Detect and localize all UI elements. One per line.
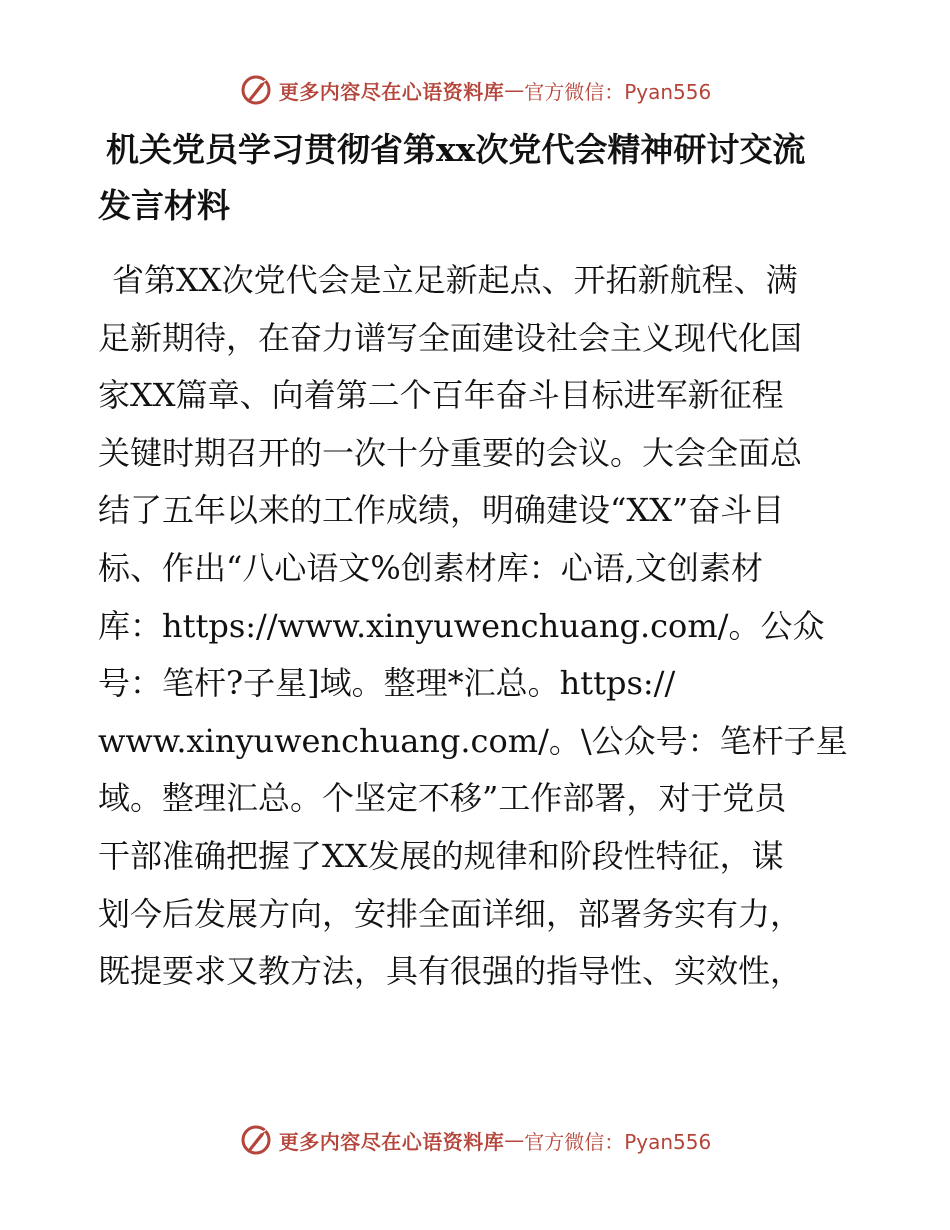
document-body bbox=[98, 252, 858, 1001]
body-line: 域。整理汇总。个坚定不移”工作部署，对于党员 bbox=[98, 779, 787, 818]
quill-pen-logo-icon bbox=[239, 1123, 273, 1157]
body-line: 既提要求又教方法，具有很强的指导性、实效性， bbox=[98, 952, 803, 991]
body-line: 家XX篇章、向着第二个百年奋斗目标进军新征程 bbox=[98, 376, 784, 415]
body-line: 库：https://www.xinyuwenchuang.com/。公众 bbox=[98, 606, 825, 645]
body-line: 足新期待，在奋力谱写全面建设社会主义现代化国 bbox=[98, 318, 803, 357]
body-line: 标、作出“八心语文%创素材库：心语,文创素材 bbox=[98, 548, 763, 587]
header-separator: — bbox=[504, 78, 525, 102]
body-line: 干部准确把握了XX发展的规律和阶段性特征，谋 bbox=[98, 836, 784, 875]
quill-pen-logo-icon bbox=[239, 73, 273, 107]
header-brand-text: 更多内容尽在心语资料库 bbox=[278, 79, 505, 104]
document-title bbox=[98, 122, 858, 234]
footer-banner bbox=[0, 1118, 950, 1162]
body-line: 省第XX次党代会是立足新起点、开拓新航程、满 bbox=[112, 261, 798, 299]
header-contact-text: 官方微信：Pyan556 bbox=[524, 79, 712, 104]
body-line: 结了五年以来的工作成绩，明确建设“XX”奋斗目 bbox=[98, 491, 785, 530]
title-line: 发言材料 bbox=[98, 186, 230, 225]
body-line: www.xinyuwenchuang.com/。\公众号：笔杆子星 bbox=[98, 721, 848, 760]
footer-separator: — bbox=[504, 1128, 525, 1152]
footer-brand-text: 更多内容尽在心语资料库 bbox=[278, 1129, 505, 1154]
body-line: 关键时期召开的一次十分重要的会议。大会全面总 bbox=[98, 433, 803, 472]
body-line: 号：笔杆?子星]域。整理*汇总。https:// bbox=[98, 664, 676, 703]
footer-contact-text: 官方微信：Pyan556 bbox=[524, 1129, 712, 1154]
header-banner bbox=[0, 68, 950, 112]
title-line: 机关党员学习贯彻省第xx次党代会精神研讨交流 bbox=[106, 130, 806, 169]
body-line: 划今后发展方向，安排全面详细，部署务实有力， bbox=[98, 894, 803, 933]
